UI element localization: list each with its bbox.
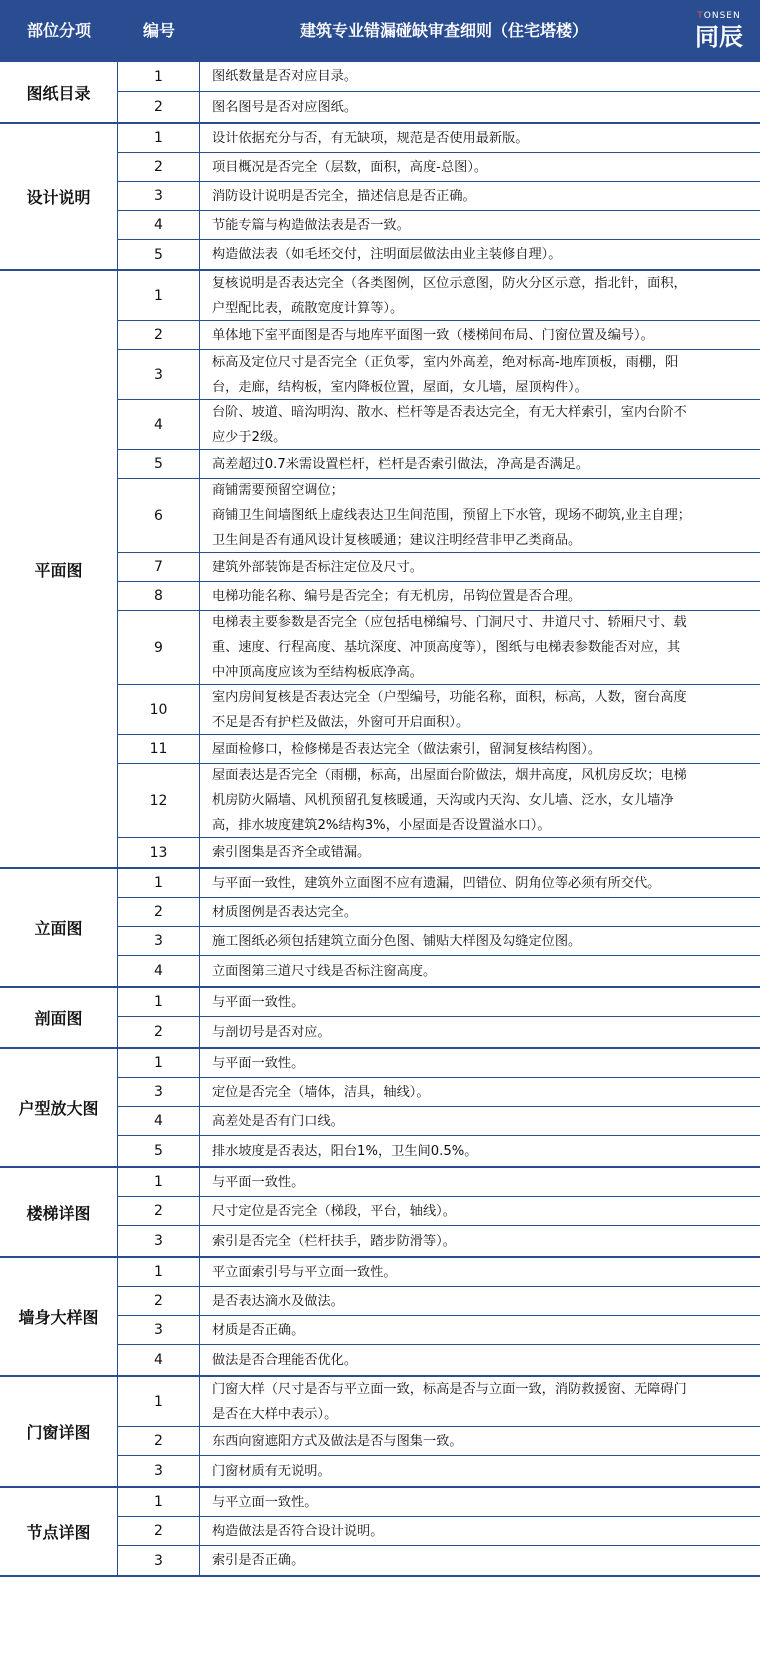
row-criterion — [200, 240, 760, 269]
row-criterion-text: 图纸数量是否对应目录。 — [212, 69, 358, 84]
table-row — [118, 153, 760, 182]
table-section — [0, 62, 760, 124]
row-number: 3 — [118, 182, 200, 210]
row-criterion-text: 索引是否正确。 — [212, 1553, 305, 1568]
tonsen-logo — [686, 10, 752, 54]
table-row — [118, 1427, 760, 1456]
row-criterion — [200, 271, 760, 320]
row-criterion — [200, 1136, 760, 1166]
table-section — [0, 869, 760, 988]
row-number: 2 — [118, 1427, 200, 1455]
row-number: 9 — [118, 611, 200, 684]
table-row — [118, 1078, 760, 1107]
row-criterion — [200, 1456, 760, 1486]
row-criterion — [200, 1546, 760, 1575]
row-criterion — [200, 1377, 760, 1426]
row-criterion-text: 屋面表达是否完全（雨棚，标高，出屋面台阶做法，烟井高度，风机房反坎；电梯 机房防火隔墙、风机预留孔复核暖通，天沟或内天沟、女儿墙、泛水，女儿墙净 高，排水坡度建筑2%结构3%，小屋面是否设置溢水口）。 — [212, 768, 687, 833]
row-number: 5 — [118, 1136, 200, 1166]
row-criterion-text: 与平立面一致性。 — [212, 1494, 318, 1510]
table-row — [118, 1168, 760, 1197]
row-criterion — [200, 1427, 760, 1455]
row-criterion — [200, 685, 760, 734]
row-number: 1 — [118, 1377, 200, 1426]
row-criterion — [200, 1049, 760, 1077]
row-number: 1 — [118, 271, 200, 320]
row-criterion-text: 定位是否完全（墙体，洁具，轴线）。 — [212, 1084, 430, 1100]
table-row — [118, 1456, 760, 1486]
table-section — [0, 1377, 760, 1488]
row-number: 3 — [118, 1078, 200, 1106]
table-row — [118, 611, 760, 685]
row-criterion — [200, 988, 760, 1016]
row-criterion — [200, 1017, 760, 1047]
row-criterion-text: 室内房间复核是否表达完全（户型编号，功能名称，面积，标高，人数，窗台高度 不足是否有护栏及做法，外窗可开启面积）。 — [212, 689, 687, 730]
header-title: 建筑专业错漏碰缺审查细则（住宅塔楼） — [299, 21, 588, 40]
table-row — [118, 898, 760, 927]
row-number: 2 — [118, 1197, 200, 1225]
table-row — [118, 764, 760, 838]
row-criterion — [200, 1287, 760, 1315]
row-criterion-text: 高差超过0.7米需设置栏杆，栏杆是否索引做法，净高是否满足。 — [212, 456, 590, 472]
table-row — [118, 1197, 760, 1226]
table-row — [118, 956, 760, 986]
row-number: 3 — [118, 1546, 200, 1575]
row-criterion — [200, 1197, 760, 1225]
row-criterion — [200, 838, 760, 867]
table-row — [118, 1258, 760, 1287]
row-criterion — [200, 582, 760, 610]
row-criterion-text: 项目概况是否完全（层数，面积，高度-总图）。 — [212, 159, 488, 175]
row-number: 4 — [118, 1107, 200, 1135]
row-criterion-text: 节能专篇与构造做法表是否一致。 — [212, 217, 410, 233]
row-number: 3 — [118, 1456, 200, 1486]
row-criterion-text: 尺寸定位是否完全（梯段，平台，轴线）。 — [212, 1203, 456, 1219]
row-criterion — [200, 321, 760, 349]
row-criterion-text: 标高及定位尺寸是否完全（正负零，室内外高差，绝对标高-地库顶板，雨棚，阳 台，走廊，结构板，室内降板位置，屋面，女儿墙，屋顶构件）。 — [212, 354, 679, 395]
row-number: 3 — [118, 1316, 200, 1344]
row-number: 3 — [118, 1226, 200, 1256]
table-row — [118, 211, 760, 240]
row-number: 2 — [118, 1017, 200, 1047]
row-criterion-text: 门窗材质有无说明。 — [212, 1463, 331, 1479]
row-number: 2 — [118, 1287, 200, 1315]
row-criterion — [200, 350, 760, 399]
table-row — [118, 321, 760, 350]
table-section — [0, 1258, 760, 1377]
row-criterion-text: 做法是否合理能否优化。 — [212, 1352, 358, 1368]
row-criterion-text: 与平面一致性。 — [212, 1055, 305, 1071]
table-row — [118, 479, 760, 553]
row-criterion-text: 门窗大样（尺寸是否与平立面一致，标高是否与立面一致，消防救援窗、无障碍门 是否在大样中表示）。 — [212, 1381, 687, 1422]
table-row — [118, 927, 760, 956]
row-number: 4 — [118, 400, 200, 449]
row-number: 1 — [118, 1258, 200, 1286]
row-criterion — [200, 92, 760, 122]
table-row — [118, 735, 760, 764]
row-criterion-text: 材质图例是否表达完全。 — [212, 904, 358, 920]
row-number: 1 — [118, 62, 200, 91]
row-criterion — [200, 611, 760, 684]
row-number: 13 — [118, 838, 200, 867]
row-criterion-text: 单体地下室平面图是否与地库平面图一致（楼梯间布局、门窗位置及编号）。 — [212, 327, 654, 343]
row-criterion — [200, 764, 760, 837]
table-row — [118, 1517, 760, 1546]
row-number: 6 — [118, 479, 200, 552]
section-title: 立面图 — [0, 869, 118, 986]
row-criterion — [200, 400, 760, 449]
row-criterion — [200, 1488, 760, 1516]
row-number: 2 — [118, 1517, 200, 1545]
table-row — [118, 1226, 760, 1256]
review-table — [0, 62, 760, 1577]
row-criterion — [200, 450, 760, 478]
section-title: 户型放大图 — [0, 1049, 118, 1166]
row-criterion-text: 台阶、坡道、暗沟明沟、散水、栏杆等是否表达完全，有无大样索引，室内台阶不 应少于2级。 — [212, 404, 687, 445]
section-title: 设计说明 — [0, 124, 118, 269]
table-section — [0, 1488, 760, 1577]
table-row — [118, 1377, 760, 1427]
logo-english: TONSEN — [697, 11, 741, 21]
row-number: 3 — [118, 927, 200, 955]
row-number: 1 — [118, 124, 200, 152]
header-number: 编号 — [142, 21, 175, 40]
header-category: 部位分项 — [26, 21, 91, 40]
table-row — [118, 582, 760, 611]
row-criterion — [200, 1107, 760, 1135]
row-number: 1 — [118, 988, 200, 1016]
table-row — [118, 350, 760, 400]
row-criterion — [200, 62, 760, 91]
row-criterion — [200, 153, 760, 181]
row-criterion-text: 立面图第三道尺寸线是否标注窗高度。 — [212, 963, 437, 979]
row-number: 12 — [118, 764, 200, 837]
row-number: 5 — [118, 240, 200, 269]
row-criterion-text: 与剖切号是否对应。 — [212, 1024, 331, 1040]
row-number: 4 — [118, 211, 200, 239]
table-row — [118, 92, 760, 122]
table-row — [118, 1287, 760, 1316]
row-criterion — [200, 898, 760, 926]
row-criterion-text: 排水坡度是否表达，阳台1%，卫生间0.5%。 — [212, 1143, 478, 1159]
table-row — [118, 1546, 760, 1575]
table-row — [118, 1049, 760, 1078]
row-number: 11 — [118, 735, 200, 763]
row-criterion-text: 施工图纸必须包括建筑立面分色图、铺贴大样图及勾缝定位图。 — [212, 933, 582, 949]
row-number: 4 — [118, 1345, 200, 1375]
row-criterion — [200, 124, 760, 152]
row-number: 1 — [118, 1488, 200, 1516]
row-criterion-text: 建筑外部装饰是否标注定位及尺寸。 — [212, 559, 423, 575]
row-criterion — [200, 1316, 760, 1344]
table-row — [118, 450, 760, 479]
row-criterion — [200, 1258, 760, 1286]
table-row — [118, 1488, 760, 1517]
row-criterion-text: 东西向窗遮阳方式及做法是否与图集一致。 — [212, 1433, 463, 1449]
table-row — [118, 838, 760, 867]
row-criterion-text: 构造做法表（如毛坯交付，注明面层做法由业主装修自理）。 — [212, 247, 562, 262]
row-criterion — [200, 956, 760, 986]
section-title: 墙身大样图 — [0, 1258, 118, 1375]
row-criterion-text: 电梯功能名称、编号是否完全；有无机房，吊钩位置是否合理。 — [212, 588, 582, 604]
row-criterion — [200, 553, 760, 581]
row-criterion-text: 索引是否完全（栏杆扶手，踏步防滑等）。 — [212, 1233, 456, 1249]
row-number: 10 — [118, 685, 200, 734]
row-criterion-text: 索引图集是否齐全或错漏。 — [212, 845, 371, 860]
section-title: 楼梯详图 — [0, 1168, 118, 1256]
table-row — [118, 240, 760, 269]
table-row — [118, 1345, 760, 1375]
section-title: 节点详图 — [0, 1488, 118, 1575]
logo-chinese: 同辰 — [695, 23, 743, 51]
row-criterion-text: 与平面一致性。 — [212, 1174, 305, 1190]
table-section — [0, 124, 760, 271]
table-row — [118, 62, 760, 92]
row-criterion — [200, 479, 760, 552]
row-criterion — [200, 1226, 760, 1256]
table-row — [118, 182, 760, 211]
table-section — [0, 1168, 760, 1258]
row-number: 3 — [118, 350, 200, 399]
row-criterion — [200, 1168, 760, 1196]
row-criterion-text: 电梯表主要参数是否完全（应包括电梯编号、门洞尺寸、井道尺寸、轿厢尺寸、载 重、速度、行程高度、基坑深度、冲顶高度等），图纸与电梯表参数能否对应，其 中冲顶高度应该为至结构板底净高。 — [212, 615, 687, 680]
section-title: 门窗详图 — [0, 1377, 118, 1486]
row-criterion-text: 平立面索引号与平立面一致性。 — [212, 1264, 397, 1280]
row-criterion-text: 构造做法是否符合设计说明。 — [212, 1523, 384, 1539]
row-criterion — [200, 211, 760, 239]
table-section — [0, 271, 760, 869]
table-row — [118, 400, 760, 450]
row-criterion-text: 材质是否正确。 — [212, 1322, 305, 1338]
row-number: 2 — [118, 92, 200, 122]
row-number: 2 — [118, 898, 200, 926]
row-number: 4 — [118, 956, 200, 986]
table-header — [0, 0, 760, 62]
row-number: 2 — [118, 153, 200, 181]
row-number: 8 — [118, 582, 200, 610]
table-row — [118, 1017, 760, 1047]
section-title: 图纸目录 — [0, 62, 118, 122]
row-number: 1 — [118, 1168, 200, 1196]
table-row — [118, 988, 760, 1017]
table-row — [118, 1136, 760, 1166]
row-criterion — [200, 1078, 760, 1106]
table-row — [118, 1107, 760, 1136]
table-row — [118, 1316, 760, 1345]
row-criterion — [200, 927, 760, 955]
row-criterion-text: 设计依据充分与否，有无缺项，规范是否使用最新版。 — [212, 130, 529, 146]
row-criterion — [200, 1345, 760, 1375]
row-criterion-text: 商铺需要预留空调位； 商铺卫生间墙图纸上虚线表达卫生间范围，预留上下水管，现场不砌筑,业主自理； 卫生间是否有通风设计复核暖通；建议注明经营非甲乙类商品。 — [212, 483, 691, 548]
row-number: 1 — [118, 1049, 200, 1077]
section-title: 剖面图 — [0, 988, 118, 1047]
table-row — [118, 685, 760, 735]
row-criterion-text: 与平面一致性，建筑外立面图不应有遗漏，凹错位、阴角位等必须有所交代。 — [212, 875, 661, 891]
row-criterion — [200, 182, 760, 210]
row-criterion-text: 高差处是否有门口线。 — [212, 1113, 344, 1129]
table-row — [118, 124, 760, 153]
section-title: 平面图 — [0, 271, 118, 867]
row-criterion — [200, 869, 760, 897]
table-row — [118, 271, 760, 321]
row-criterion-text: 消防设计说明是否完全，描述信息是否正确。 — [212, 188, 476, 204]
row-number: 1 — [118, 869, 200, 897]
row-criterion — [200, 1517, 760, 1545]
table-section — [0, 1049, 760, 1168]
row-criterion-text: 屋面检修口，检修梯是否表达完全（做法索引，留洞复核结构图）。 — [212, 741, 602, 757]
table-row — [118, 553, 760, 582]
row-criterion-text: 与平面一致性。 — [212, 994, 305, 1010]
row-criterion-text: 复核说明是否表达完全（各类图例，区位示意图，防火分区示意，指北针，面积， 户型配比表，疏散宽度计算等）。 — [212, 275, 687, 316]
row-criterion — [200, 735, 760, 763]
row-number: 7 — [118, 553, 200, 581]
table-section — [0, 988, 760, 1049]
row-number: 5 — [118, 450, 200, 478]
table-row — [118, 869, 760, 898]
row-number: 2 — [118, 321, 200, 349]
row-criterion-text: 图名图号是否对应图纸。 — [212, 99, 358, 115]
row-criterion-text: 是否表达滴水及做法。 — [212, 1293, 344, 1309]
